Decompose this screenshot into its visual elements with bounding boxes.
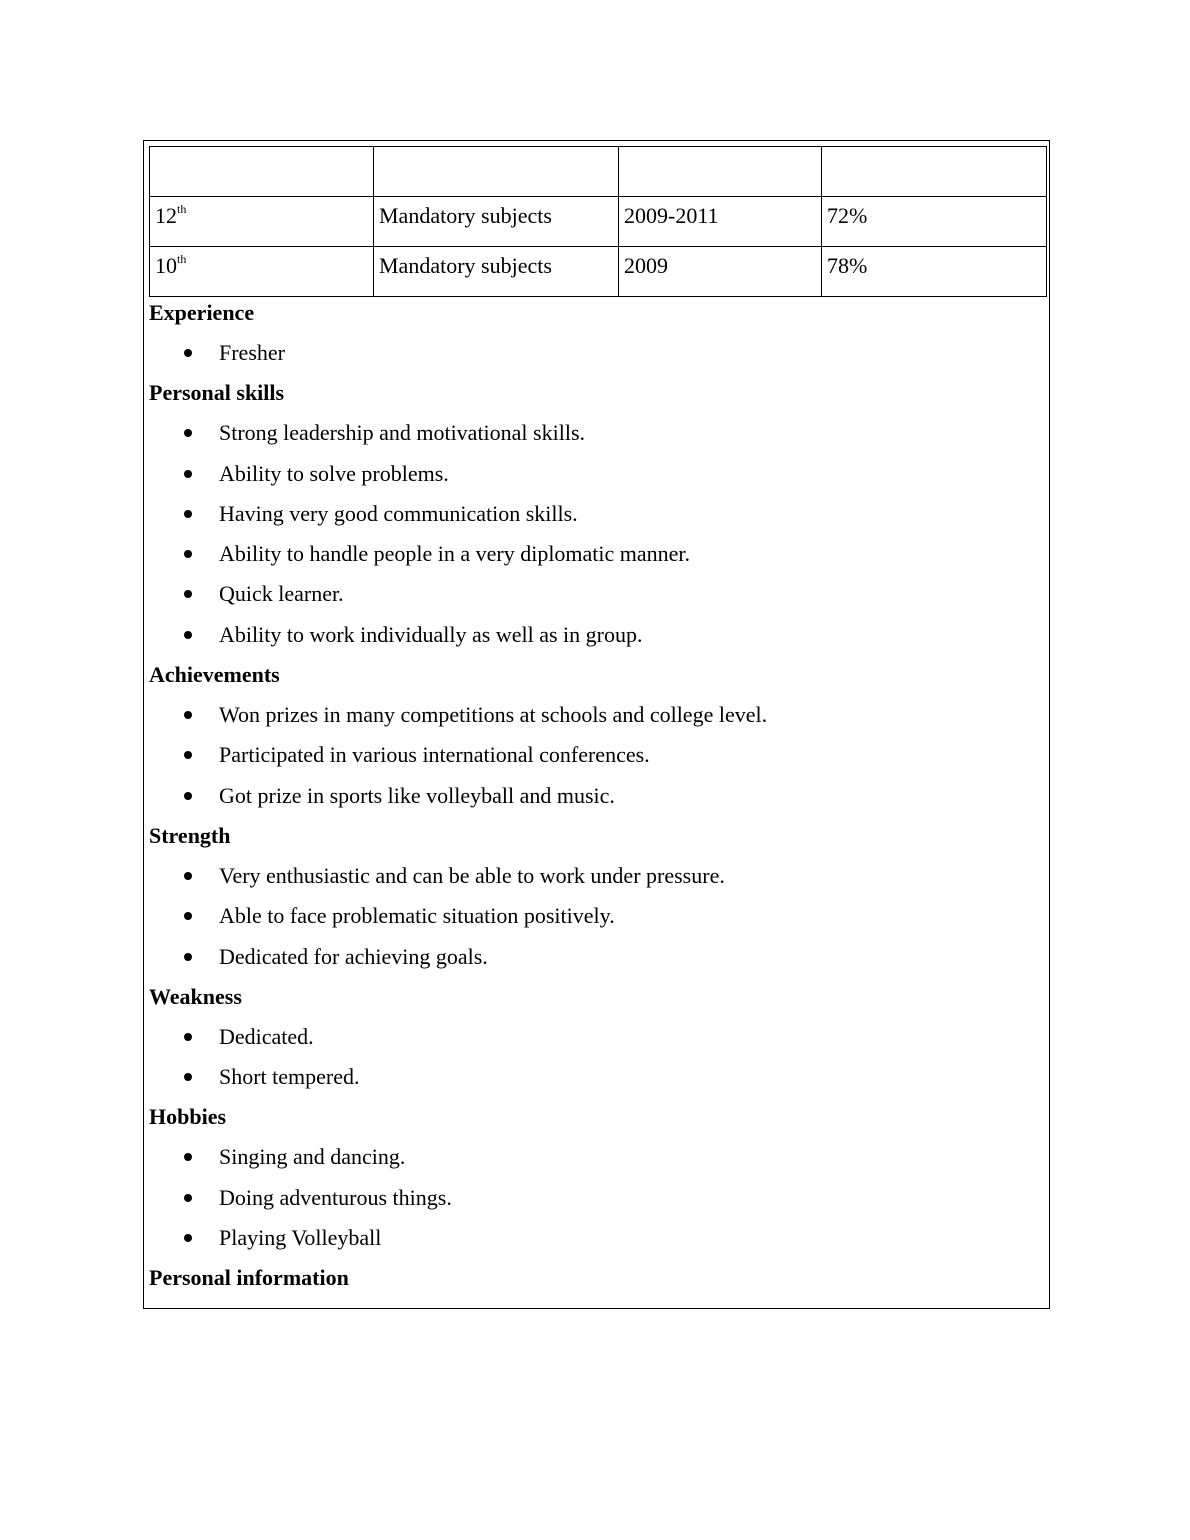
table-row bbox=[150, 197, 1047, 247]
bullet-icon bbox=[184, 590, 192, 598]
list-item: Ability to handle people in a very diplomatic manner. bbox=[149, 539, 1039, 579]
percentage-cell: 72% bbox=[822, 197, 1047, 247]
subjects-cell: Mandatory subjects bbox=[374, 247, 619, 297]
bullet-icon bbox=[184, 470, 192, 478]
experience-list bbox=[149, 338, 1039, 378]
bullet-icon bbox=[184, 349, 192, 357]
bullet-icon bbox=[184, 872, 192, 880]
experience-heading: Experience bbox=[149, 300, 255, 325]
subjects-cell: Mandatory subjects bbox=[374, 197, 619, 247]
personal-information-heading: Personal information bbox=[149, 1265, 349, 1291]
list-item: Able to face problematic situation positively. bbox=[149, 901, 1039, 941]
list-item: Quick learner. bbox=[149, 579, 1039, 619]
list-item: Having very good communication skills. bbox=[149, 499, 1039, 539]
list-item: Very enthusiastic and can be able to work under pressure. bbox=[149, 861, 1039, 901]
bullet-icon bbox=[184, 550, 192, 558]
qualification-cell: 10th bbox=[150, 247, 374, 297]
personal-skills-list bbox=[149, 418, 1039, 660]
achievements-list bbox=[149, 700, 1039, 821]
bullet-icon bbox=[184, 953, 192, 961]
list-item: Ability to work individually as well as in group. bbox=[149, 620, 1039, 660]
list-item: Got prize in sports like volleyball and music. bbox=[149, 781, 1039, 821]
achievements-heading: Achievements bbox=[149, 662, 280, 688]
list-item: Ability to solve problems. bbox=[149, 459, 1039, 499]
list-item: Fresher bbox=[149, 338, 1039, 378]
qualification-cell bbox=[150, 147, 374, 197]
strength-list bbox=[149, 861, 1039, 982]
bullet-icon bbox=[184, 1073, 192, 1081]
list-item: Strong leadership and motivational skills. bbox=[149, 418, 1039, 458]
bullet-icon bbox=[184, 751, 192, 759]
weakness-list bbox=[149, 1022, 1039, 1103]
subjects-cell bbox=[374, 147, 619, 197]
list-item: Won prizes in many competitions at schools and college level. bbox=[149, 700, 1039, 740]
bullet-icon bbox=[184, 1153, 192, 1161]
table-row bbox=[150, 247, 1047, 297]
bullet-icon bbox=[184, 792, 192, 800]
hobbies-heading: Hobbies bbox=[149, 1104, 227, 1130]
list-item: Dedicated. bbox=[149, 1022, 1039, 1062]
bullet-icon bbox=[184, 429, 192, 437]
qualification-cell: 12th bbox=[150, 197, 374, 247]
personal-skills-heading: Personal skills bbox=[149, 380, 285, 406]
bullet-icon bbox=[184, 1033, 192, 1041]
year-cell: 2009-2011 bbox=[619, 197, 822, 247]
bullet-icon bbox=[184, 510, 192, 518]
bullet-icon bbox=[184, 631, 192, 639]
education-table bbox=[149, 146, 1047, 297]
year-cell bbox=[619, 147, 822, 197]
list-item: Doing adventurous things. bbox=[149, 1183, 1039, 1223]
list-item: Playing Volleyball bbox=[149, 1223, 1039, 1263]
bullet-icon bbox=[184, 1194, 192, 1202]
bullet-icon bbox=[184, 1234, 192, 1242]
hobbies-list bbox=[149, 1142, 1039, 1263]
bullet-icon bbox=[184, 912, 192, 920]
bullet-icon bbox=[184, 711, 192, 719]
weakness-heading: Weakness bbox=[149, 983, 242, 1009]
resume-content bbox=[149, 298, 1039, 1303]
list-item: Participated in various international conferences. bbox=[149, 740, 1039, 780]
list-item: Dedicated for achieving goals. bbox=[149, 942, 1039, 982]
list-item: Short tempered. bbox=[149, 1062, 1039, 1102]
percentage-cell bbox=[822, 147, 1047, 197]
table-row bbox=[150, 147, 1047, 197]
year-cell: 2009 bbox=[619, 247, 822, 297]
list-item: Singing and dancing. bbox=[149, 1142, 1039, 1182]
strength-heading: Strength bbox=[149, 822, 231, 848]
percentage-cell: 78% bbox=[822, 247, 1047, 297]
